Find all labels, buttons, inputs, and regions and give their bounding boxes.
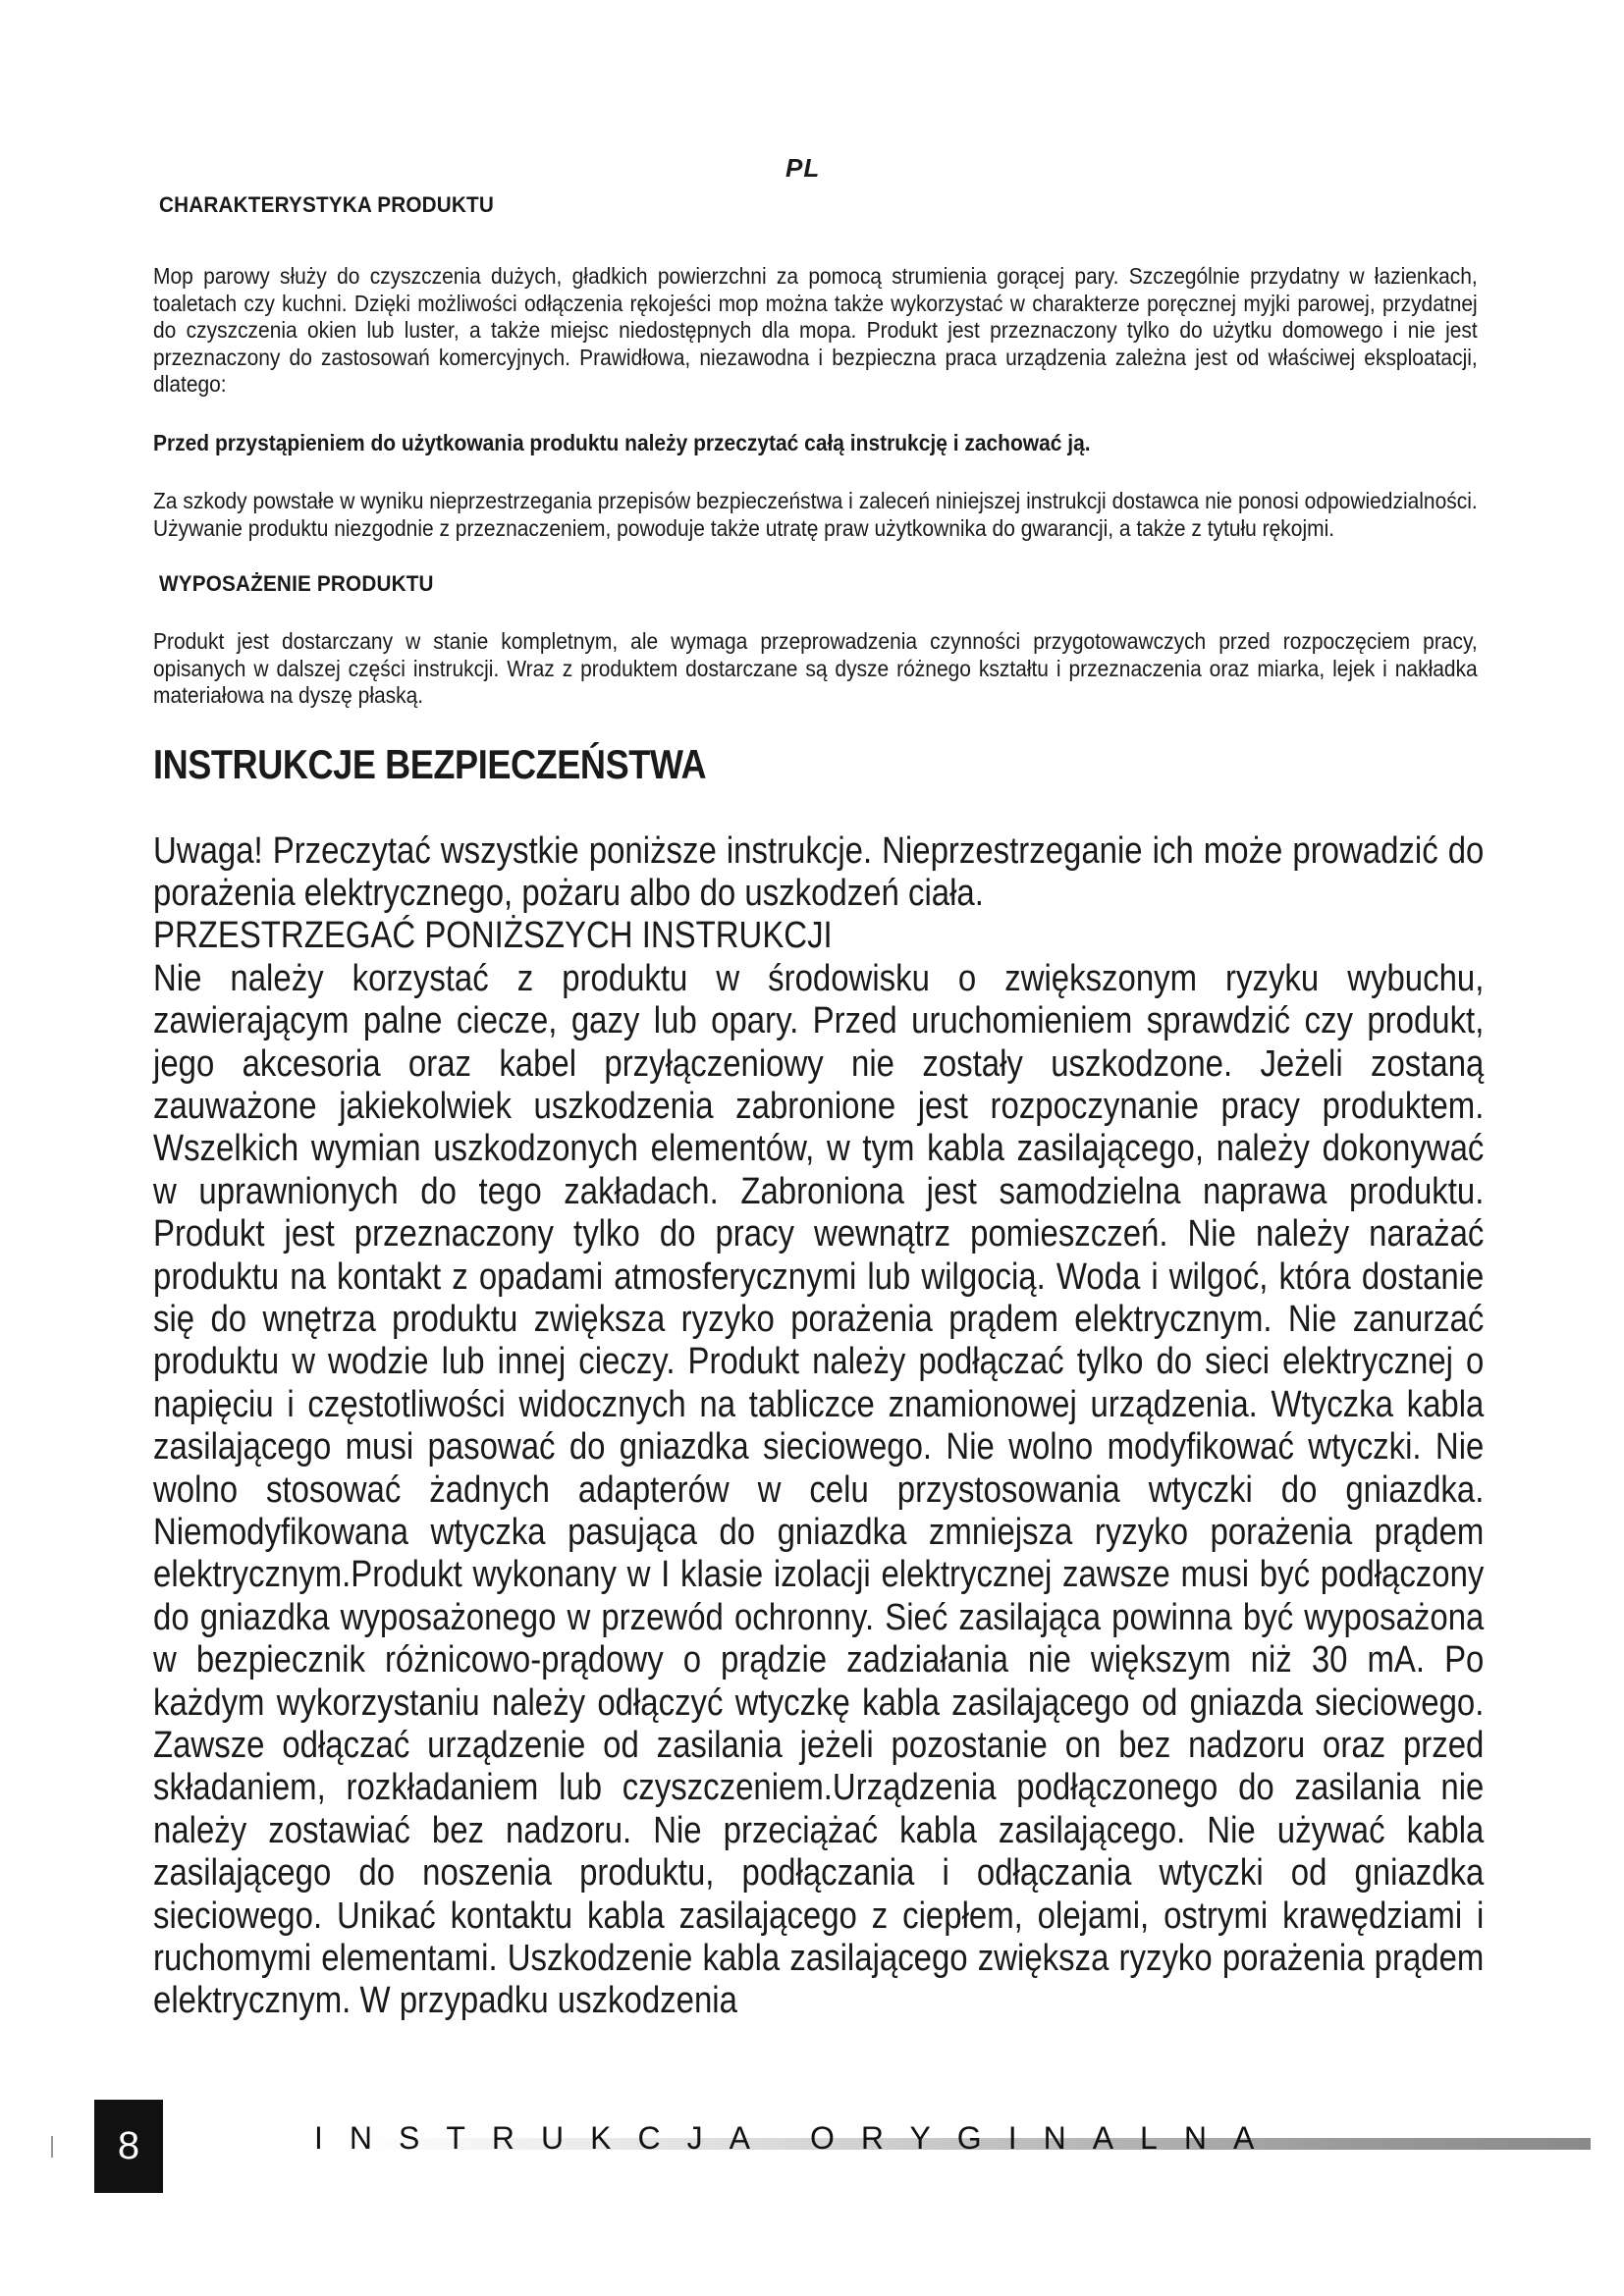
page-content <box>153 192 1485 2022</box>
footer-tick-mark <box>51 2136 53 2158</box>
page-number: 8 <box>94 2100 163 2193</box>
safety-heading: INSTRUKCJE BEZPIECZEŃSTWA <box>153 740 707 787</box>
language-code: PL <box>785 153 821 183</box>
safety-body: Nie należy korzystać z produktu w środowisku o zwiększonym ryzyku wybuchu, zawierającym palne ciecze, gazy lub opary. Przed uruchomieniem sprawdzić czy produkt, jego akcesoria oraz kabel przyłączeniowy nie zostały uszkodzone. Jeżeli zostaną zauważone jakiekolwiek uszkodzenia zabronione jest rozpoczynanie pracy produktem. Wszelkich wymian uszkodzonych elementów, w tym kabla zasilającego, należy dokonywać w uprawnionych do tego zakładach. Zabroniona jest samodzielna naprawa produktu. Produkt jest przeznaczony tylko do pracy wewnątrz pomieszczeń. Nie należy narażać produktu na kontakt z opadami atmosferycznymi lub wilgocią. Woda i wilgoć, która dostanie się do wnętrza produktu zwiększa ryzyko porażenia prądem elektrycznym. Nie zanurzać produktu w wodzie lub innej cieczy. Produkt należy podłączać tylko do sieci elektrycznej o napięciu i częstotliwości widocznych na tabliczce znamionowej urządzenia. Wtyczka kabla zasilającego musi pasować do gniazdka sieciowego. Nie wolno modyfikować wtyczki. Nie wolno stosować żadnych adapterów w celu przystosowania wtyczki do gniazdka. Niemodyfikowana wtyczka pasująca do gniazdka zmniejsza ryzyko porażenia prądem elektrycznym.Produkt wykonany w I klasie izolacji elektrycznej zawsze musi być podłączony do gniazdka wyposażonego w przewód ochronny. Sieć zasilająca powinna być wyposażona w bezpiecznik różnicowo-prądowy o prądzie zadziałania nie większym niż 30 mA. Po każdym wykorzystaniu należy odłączyć wtyczkę kabla zasilającego od gniazda sieciowego. Zawsze odłączać urządzenie od zasilania jeżeli pozostanie on bez nadzoru oraz przed składaniem, rozkładaniem lub czyszczeniem.Urządzenia podłączonego do zasilania nie należy zostawiać bez nadzoru. Nie przeciążać kabla zasilającego. Nie używać kabla zasilającego do noszenia produktu, podłączania i odłączania wtyczki od gniazdka sieciowego. Unikać kontaktu kabla zasilającego z ciepłem, olejami, ostrymi krawędziami i ruchomymi elementami. Uszkodzenie kabla zasilającego zwiększa ryzyko porażenia prądem elektrycznym. W przypadku uszkodzenia <box>153 956 1485 2022</box>
characteristics-paragraph: Mop parowy służy do czyszczenia dużych, gładkich powierzchni za pomocą strumienia gorącej pary. Szczególnie przydatny w łazienkach, toaletach czy kuchni. Dzięki możliwości odłączenia rękojeści mop można także wykorzystać w charakterze poręcznej myjki parowej, przydatnej do czyszczenia okien lub luster, a także miejsc niedostępnych dla mopa. Produkt jest przeznaczony tylko do użytku domowego i nie jest przeznaczony do zastosowań komercyjnych. Prawidłowa, niezawodna i bezpieczna praca urządzenia zależna jest od właściwej eksploatacji, dlatego: <box>153 263 1478 397</box>
characteristics-heading: CHARAKTERYSTYKA PRODUKTU <box>159 192 494 217</box>
safety-subheading: PRZESTRZEGAĆ PONIŻSZYCH INSTRUKCJI <box>153 914 833 957</box>
equipment-heading: WYPOSAŻENIE PRODUKTU <box>159 571 434 596</box>
read-notice: Przed przystąpieniem do użytkowania produktu należy przeczytać całą instrukcję i zachować ją. <box>153 429 1091 455</box>
safety-warning: Uwaga! Przeczytać wszystkie poniższe instrukcje. Nieprzestrzeganie ich może prowadzić do porażenia elektrycznego, pożaru albo do uszkodzeń ciała. <box>153 828 1485 914</box>
liability-paragraph: Za szkody powstałe w wyniku nieprzestrzegania przepisów bezpieczeństwa i zaleceń niniejszej instrukcji dostawca nie ponosi odpowiedzialności. Używanie produktu niezgodnie z przeznaczeniem, powoduje także utratę praw użytkownika do gwarancji, a także z tytułu rękojmi. <box>153 488 1478 541</box>
equipment-paragraph: Produkt jest dostarczany w stanie kompletnym, ale wymaga przeprowadzenia czynności przygotowawczych przed rozpoczęciem pracy, opisanych w dalszej części instrukcji. Wraz z produktem dostarczane są dysze różnego kształtu i przeznaczenia oraz miarka, lejek i nakładka materiałowa na dyszę płaską. <box>153 628 1478 708</box>
footer-label: INSTRUKCJA ORYGINALNA <box>314 2120 1281 2156</box>
